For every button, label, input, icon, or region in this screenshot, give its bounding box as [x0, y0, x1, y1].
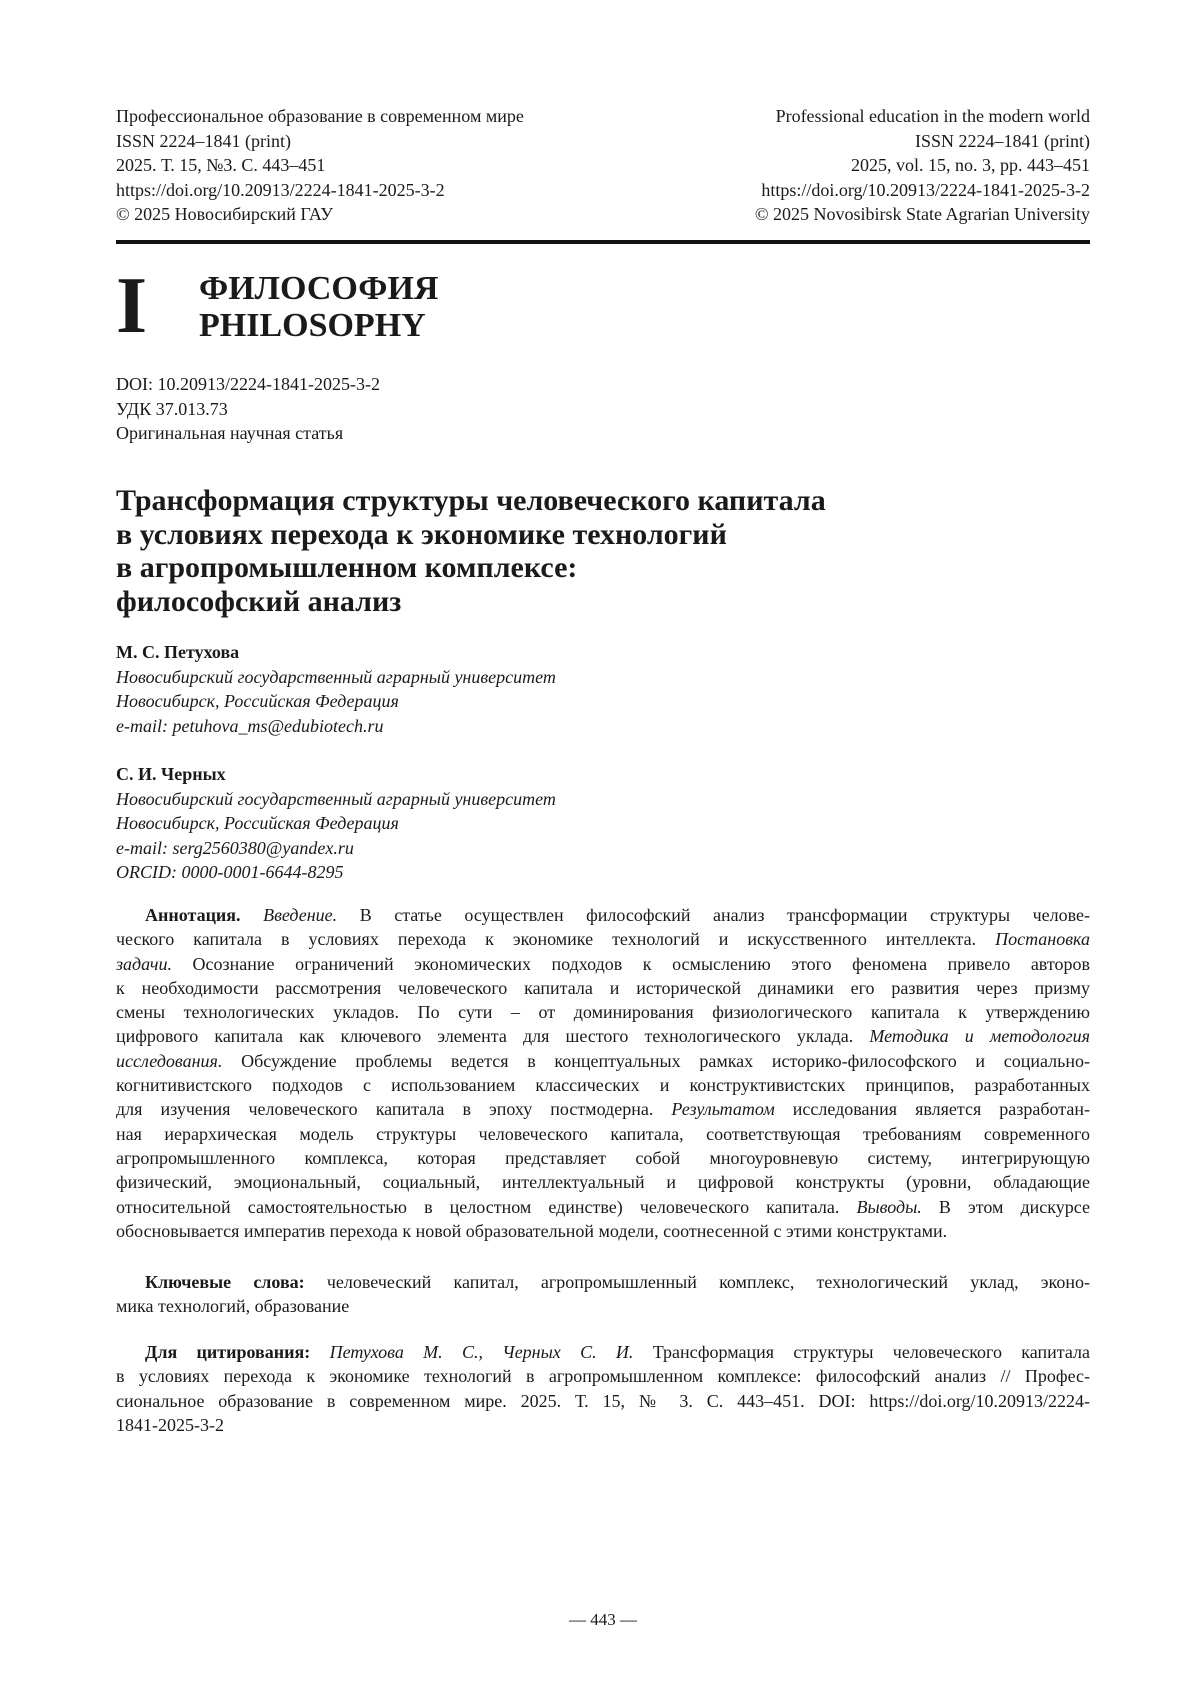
abstract-line: относительной самостоятельностью в целостном единстве) человеческого капитала. Выводы. В этом дискурсе — [116, 1196, 1090, 1217]
header-journal-en: Professional education in the modern world — [775, 106, 1090, 126]
article-doi: DOI: 10.20913/2224-1841-2025-3-2 — [116, 374, 380, 394]
citation-line: в условиях перехода к экономике технологий в агропромышленном комплексе: философский анализ // Профес- — [116, 1366, 1090, 1387]
journal-page — [116, 0, 1090, 1697]
abstract-line: ная иерархическая модель структуры человеческого капитала, соответствующая требованиям современного — [116, 1123, 1090, 1144]
author-email[interactable]: e-mail: serg2560380@yandex.ru — [116, 837, 354, 858]
author-name: М. С. Петухова — [116, 642, 240, 662]
header-copyright-en: © 2025 Novosibirsk State Agrarian University — [754, 204, 1090, 224]
abstract-line: к необходимости рассмотрения человеческого капитала и исторической динамики его развития через призму — [116, 977, 1090, 998]
article-title-line: в агропромышленном комплексе: — [116, 551, 578, 584]
author-name: С. И. Черных — [116, 764, 226, 784]
keywords-label: Ключевые слова: — [145, 1272, 305, 1292]
section-title-en: PHILOSOPHY — [199, 307, 426, 344]
article-title-line: Трансформация структуры человеческого капитала — [116, 484, 826, 517]
article-meta — [116, 372, 380, 446]
article-type: Оригинальная научная статья — [116, 423, 344, 443]
header-issn-en: ISSN 2224–1841 (print) — [915, 130, 1090, 151]
citation-line: Для цитирования: Петухова М. С., Черных С. И. Трансформация структуры человеческого капитала — [145, 1342, 1090, 1362]
abstract-line: для изучения человеческого капитала в эпоху постмодерна. Результатом исследования является разработан- — [116, 1099, 1090, 1120]
abstract — [116, 903, 1090, 1243]
author-block-1 — [116, 640, 556, 738]
article-title-line: в условиях перехода к экономике технологий — [116, 517, 727, 551]
author-location: Новосибирск, Российская Федерация — [116, 691, 399, 711]
header-doi-ru[interactable]: https://doi.org/10.20913/2224-1841-2025-3-2 — [116, 179, 445, 200]
keywords — [116, 1270, 1090, 1319]
header-divider — [116, 240, 1090, 244]
section-numeral: I — [116, 262, 148, 350]
keywords-line: Ключевые слова: человеческий капитал, агропромышленный комплекс, технологический уклад, эконо- — [145, 1272, 1090, 1292]
abstract-line: агропромышленного комплекса, которая представляет собой многоуровневую систему, интегрирующую — [116, 1147, 1090, 1168]
citation — [116, 1340, 1090, 1437]
header-copyright-ru: © 2025 Новосибирский ГАУ — [116, 204, 334, 224]
header-issue-en: 2025, vol. 15, no. 3, pp. 443–451 — [850, 155, 1090, 175]
header-right-en — [755, 104, 1090, 227]
section-title-ru: ФИЛОСОФИЯ — [199, 270, 439, 307]
abstract-line: цифрового капитала как ключевого элемента для шестого технологического уклада. Методика и методология — [116, 1026, 1090, 1047]
author-affiliation: Новосибирский государственный аграрный университет — [116, 666, 556, 687]
author-orcid[interactable]: ORCID: 0000-0001-6644-8295 — [116, 862, 344, 882]
abstract-line: ческого капитала в условиях перехода к экономике технологий и искусственного интеллекта. Постановка — [116, 929, 1090, 950]
abstract-label: Аннотация. — [145, 905, 241, 925]
article-udc: УДК 37.013.73 — [116, 398, 228, 419]
header-doi-en[interactable]: https://doi.org/10.20913/2224-1841-2025-3-2 — [761, 179, 1090, 200]
keywords-line: мика технологий, образование — [116, 1296, 350, 1317]
header-issn-ru: ISSN 2224–1841 (print) — [116, 130, 291, 151]
abstract-line: задачи. Осознание ограничений экономических подходов к осмыслению этого феномена привело авторов — [116, 953, 1090, 974]
author-block-2 — [116, 762, 556, 885]
citation-line[interactable]: сиональное образование в современном мире. 2025. Т. 15, № 3. С. 443–451. DOI: https://doi.org/10.20913/2224- — [116, 1390, 1090, 1411]
citation-authors: Петухова М. С., Черных С. И. — [310, 1342, 634, 1362]
article-title-line: философский анализ — [116, 584, 402, 618]
abstract-line: когнитивистского подходов с использованием классических и конструктивистских принципов, разработанных — [116, 1075, 1090, 1096]
abstract-line: исследования. Обсуждение проблемы ведется в концептуальных рамках историко-философского и социально- — [116, 1050, 1090, 1071]
author-affiliation: Новосибирский государственный аграрный университет — [116, 788, 556, 809]
header-journal-ru: Профессиональное образование в современном мире — [116, 106, 524, 126]
abstract-line: смены технологических укладов. По сути – от доминирования физиологического капитала к утверждению — [116, 1002, 1090, 1023]
author-location: Новосибирск, Российская Федерация — [116, 813, 399, 833]
citation-line: 1841-2025-3-2 — [116, 1414, 224, 1435]
header-issue-ru: 2025. Т. 15, №3. С. 443–451 — [116, 155, 326, 175]
abstract-line: Аннотация. Введение. В статье осуществлен философский анализ трансформации структуры челове- — [145, 905, 1091, 925]
header-left-ru — [116, 104, 524, 227]
article-title — [116, 484, 826, 618]
citation-label: Для цитирования: — [145, 1342, 311, 1362]
section-heading — [199, 270, 438, 344]
author-email[interactable]: e-mail: petuhova_ms@edubiotech.ru — [116, 715, 384, 736]
abstract-line: обосновывается императив перехода к новой образовательной модели, соотнесенной с этими конструктами. — [116, 1220, 948, 1241]
abstract-line: физический, эмоциональный, социальный, интеллектуальный и цифровой конструкты (уровни, обладающие — [116, 1172, 1090, 1193]
page-number: — 443 — — [569, 1610, 637, 1629]
